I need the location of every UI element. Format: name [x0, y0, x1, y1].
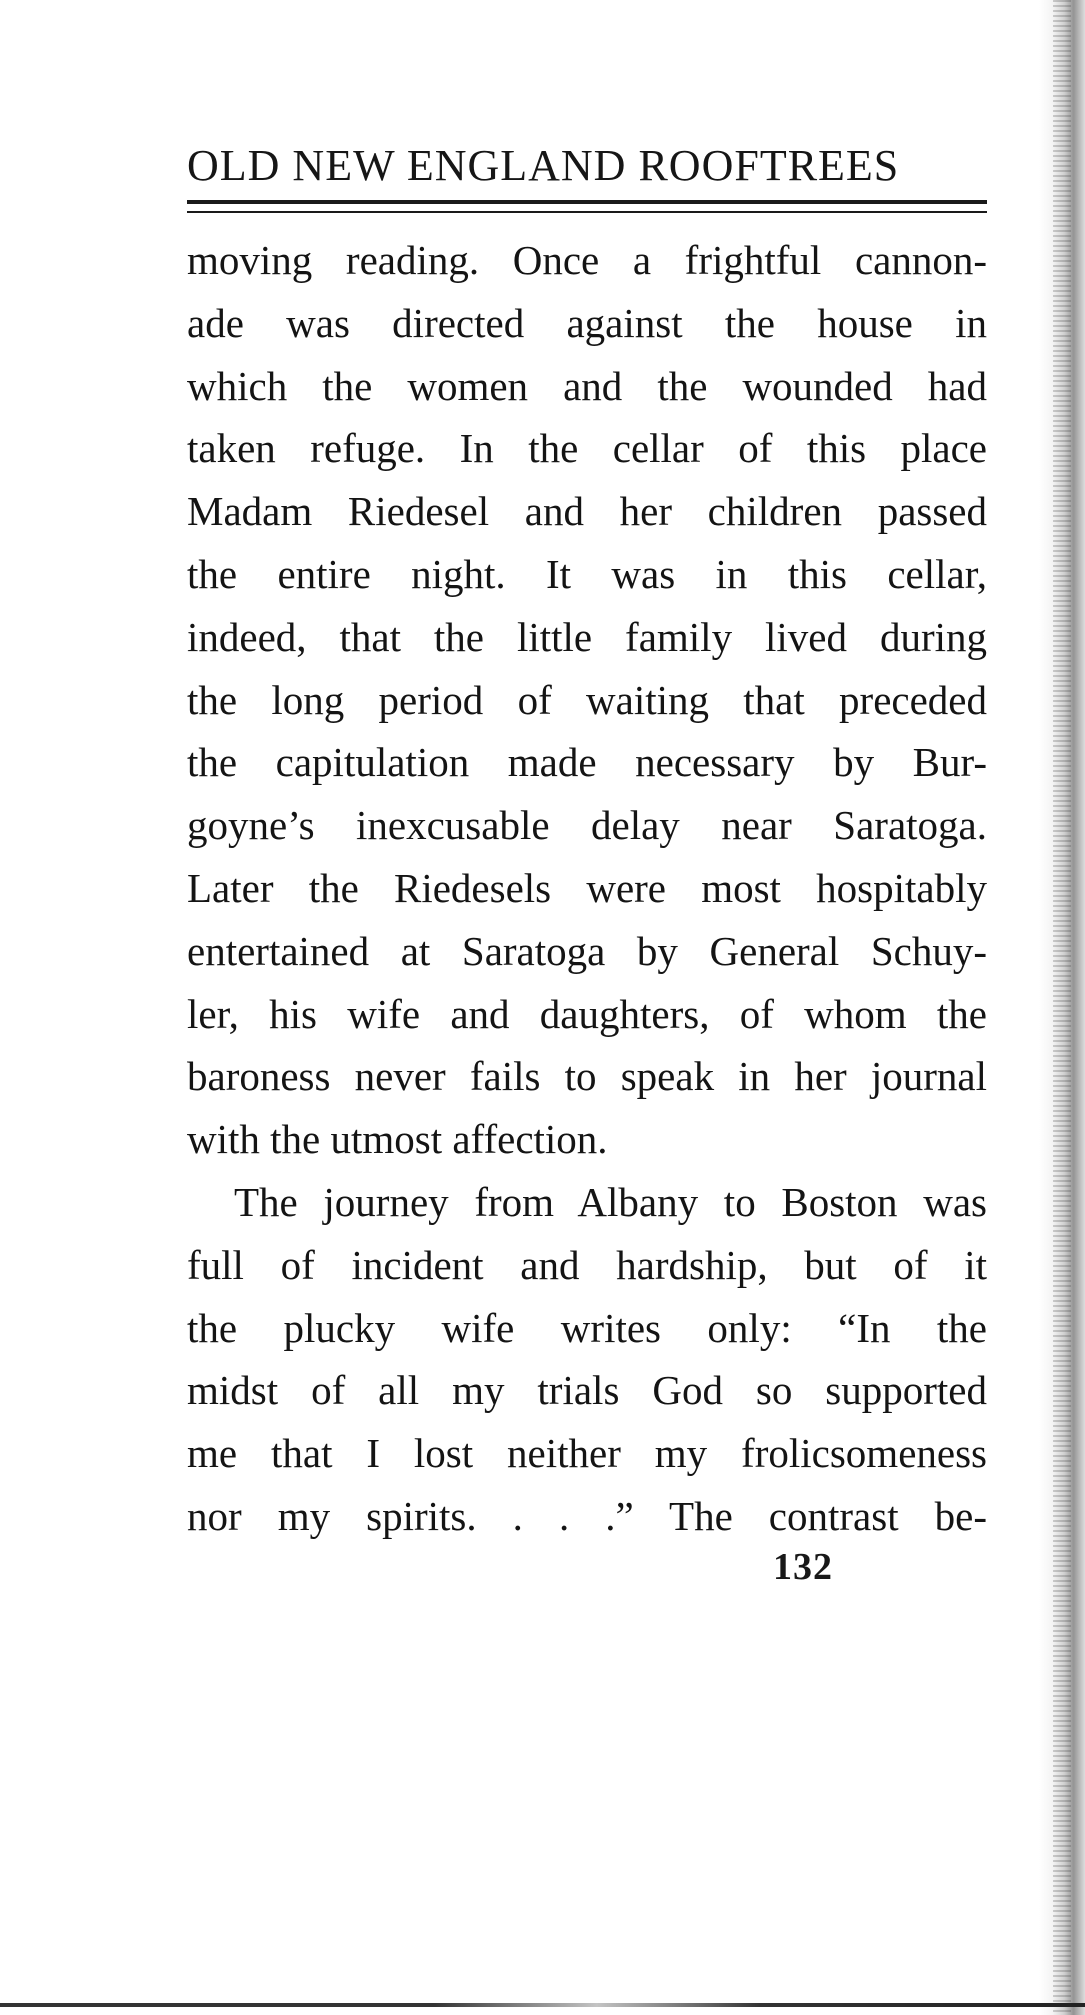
text-line: the entire night. It was in this cellar,	[187, 550, 987, 597]
text-line: me that I lost neither my frolicsomeness	[187, 1430, 987, 1477]
text-line: Later the Riedesels were most hospitably	[187, 864, 987, 911]
text-line: the long period of waiting that preceded	[187, 676, 987, 723]
head-rule-thin	[187, 211, 987, 213]
text-line: the capitulation made necessary by Bur-	[187, 739, 987, 786]
text-line: ler, his wife and daughters, of whom the	[187, 990, 987, 1037]
page-bottom-edge	[0, 2003, 1085, 2007]
text-line: The journey from Albany to Boston was	[234, 1178, 987, 1225]
binding-edge-texture	[1053, 0, 1071, 2015]
head-rule-thick	[187, 200, 987, 204]
text-line: which the women and the wounded had	[187, 362, 987, 409]
text-line: taken refuge. In the cellar of this place	[187, 425, 987, 472]
text-line: baroness never fails to speak in her journal	[187, 1053, 987, 1100]
body-text	[187, 229, 987, 1548]
text-line: indeed, that the little family lived during	[187, 613, 987, 660]
text-line: Madam Riedesel and her children passed	[187, 488, 987, 535]
text-line: goyne’s inexcusable delay near Saratoga.	[187, 802, 987, 849]
text-line: entertained at Saratoga by General Schuy-	[187, 927, 987, 974]
text-line: with the utmost affection.	[187, 1116, 608, 1163]
text-line: the plucky wife writes only: “In the	[187, 1304, 987, 1351]
text-line: full of incident and hardship, but of it	[187, 1241, 987, 1288]
text-line: moving reading. Once a frightful cannon-	[187, 237, 987, 283]
text-line: nor my spirits. . . .” The contrast be-	[187, 1492, 987, 1539]
text-line: midst of all my trials God so supported	[187, 1367, 987, 1414]
page-number: 132	[773, 1546, 833, 1588]
text-line: ade was directed against the house in	[187, 299, 987, 346]
running-head: OLD NEW ENGLAND ROOFTREES	[187, 141, 900, 190]
